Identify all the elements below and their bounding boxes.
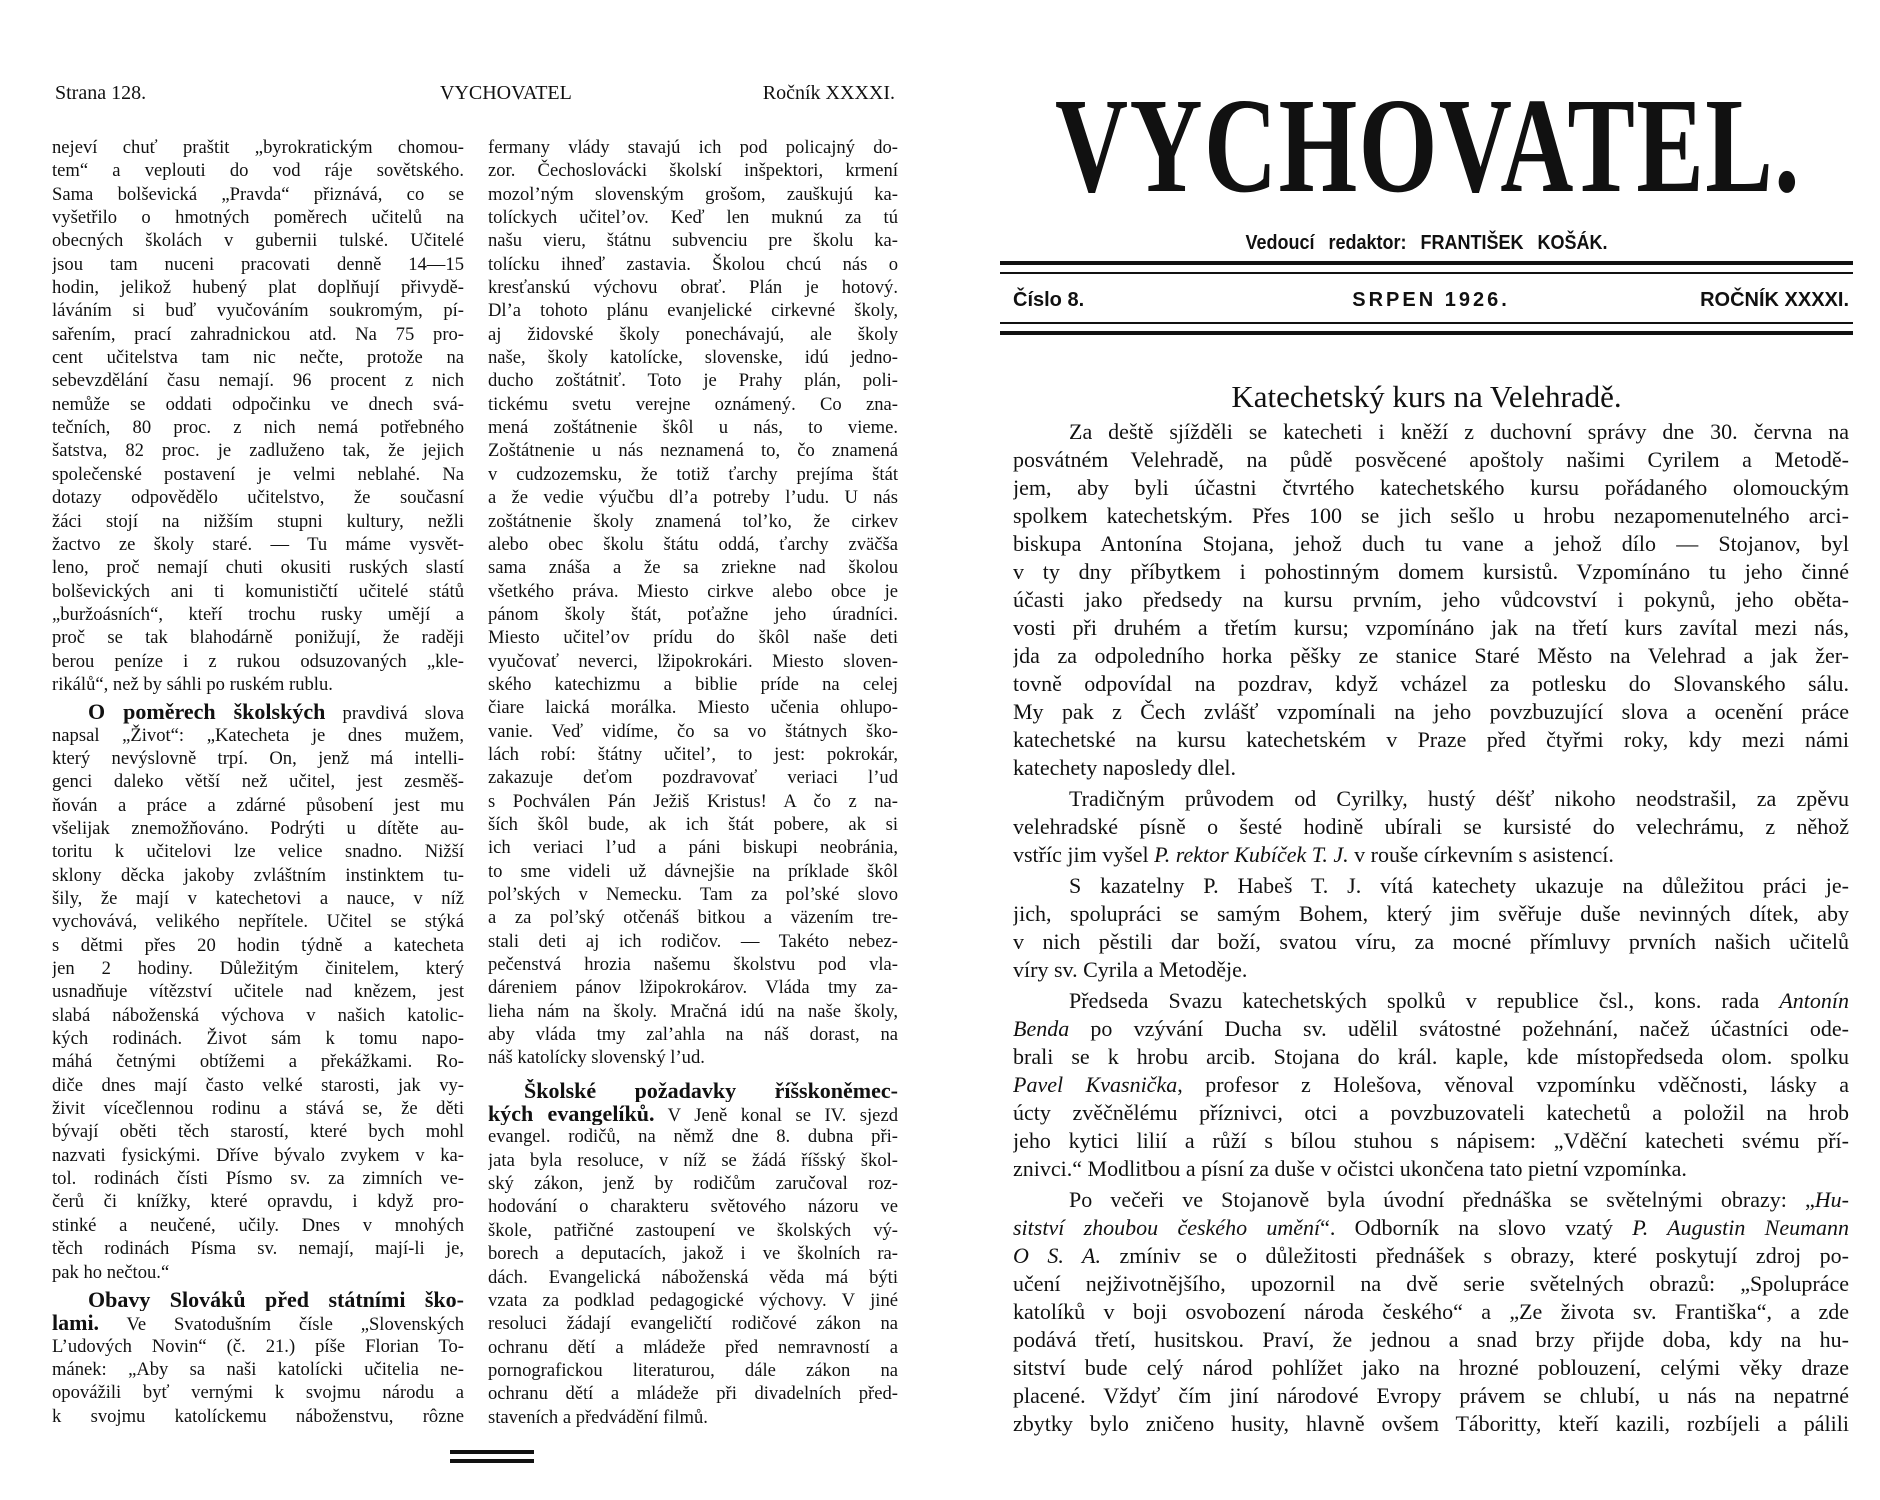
paragraph	[1013, 785, 1849, 869]
text-line: ochranu dětí a mládeže před nemravností a	[488, 1336, 898, 1358]
text-line	[1013, 1015, 1849, 1043]
rule-thick	[1000, 261, 1853, 265]
text-line: jem, aby byli účastni čtvrtého katechetského kursu pořádaného olomouckým	[1013, 475, 1849, 500]
rule-thick	[1000, 331, 1853, 335]
text-line: tol. rodinách čísti Písmo sv. za zimních ve-	[52, 1168, 464, 1190]
text-line: pak ho nečtou.“	[52, 1261, 170, 1283]
text-line: společenské postavení je velmi neblahé. Na	[52, 463, 464, 485]
text-line	[52, 1288, 464, 1311]
italic-text: P. rektor Kubíček T. J.	[1154, 842, 1349, 867]
text-line: bolševických ani ti komunističtí učitelé států	[52, 580, 464, 602]
text-line	[1013, 1214, 1849, 1242]
text-line: biskupa Antonína Stojana, jehož duch tu vane a jehož dílo — Stojanov, byl	[1013, 531, 1849, 556]
text-line: kresťanskú výchovu obrať. Plán je hotový.	[488, 277, 898, 299]
text-line: sařením, prací zahradnickou atd. Na 75 pro-	[52, 323, 464, 345]
text-line	[488, 1102, 898, 1125]
text-line: jsou tam nuceni pracovati denně 14—15	[52, 253, 464, 275]
text-line: Tradičným průvodem od Cyrilky, hustý déšť nikoho neodstrašil, za zpěvu	[1069, 786, 1849, 811]
text-line: zoštátnenie školy znamená tol’ko, že cirkev	[488, 510, 898, 532]
text-line: resoluci žádají evangeličtí rodičové zákon na	[488, 1313, 898, 1335]
text-line: aj židovské školy ponechávajú, ale školy	[488, 323, 898, 345]
text-line: těch rodinách Písma sv. nemají, mají-li je,	[52, 1238, 464, 1260]
text-line: lieha nám na školy. Mračná idú na naše školy,	[488, 1000, 898, 1022]
text-line: tečních, 80 proc. z nich nemá potřebného	[52, 417, 464, 439]
text-line: v nich pěstili dar boží, svatou víru, za mocné přímluvy prvních našich učitelů	[1013, 929, 1849, 954]
text-run: pravdivá slova	[325, 703, 464, 724]
text-line: naše, školy katolícke, slovenske, idú jedno-	[488, 347, 898, 369]
page-number: Strana 128.	[55, 82, 147, 104]
italic-text: Antonín	[1779, 988, 1849, 1013]
text-line	[52, 1311, 464, 1334]
text-line: mánek: „Aby sa naši katolícki učitelia ne-	[52, 1358, 464, 1380]
text-line: mozol’ným slovenským grošom, zauškujú ka-	[488, 183, 898, 205]
text-line: náš katolícky slovenský l’ud.	[488, 1047, 705, 1069]
text-line: v ty dny příbytkem i pohostinným domem kursistů. Vzpomínáno tu jeho činné	[1013, 559, 1849, 584]
text-line: dáreniem pánov lžipokrokárov. Vláda tmy za-	[488, 977, 898, 999]
text-run: vstříc jim vyšel	[1013, 842, 1155, 867]
text-line: ducho zoštátniť. Toto je Prahy plán, poli-	[488, 370, 898, 392]
text-line: šily, že mají v katechetovi a nauce, v níž	[52, 888, 464, 909]
italic-text: Benda	[1013, 1016, 1070, 1041]
text-line: dách. Evangelická náboženská věda má býti	[488, 1266, 898, 1288]
text-line: všelijak znemožňováno. Podrýti u dítěte au-	[52, 817, 464, 839]
text-run: “. Odborník na slovo vzatý	[1320, 1215, 1633, 1240]
paragraph	[1013, 987, 1849, 1183]
text-line: láváním si buď vyučováním soukromým, pí-	[52, 300, 464, 322]
article-body	[1013, 418, 1849, 1438]
text-line: ších škôl bude, ak ich štát pobere, ak si	[488, 813, 898, 835]
text-line: jeho kytici lilií a růží s bílou stuhou s nápisem: „Vděční katecheti svému pří-	[1013, 1128, 1849, 1153]
text-line: proč se tak blahodárně ponižují, že raději	[52, 627, 464, 649]
text-run: Ve Svatodušním čísle „Slovenských	[99, 1314, 464, 1335]
text-line: to sme videli už dávnejšie na príklade škôl	[488, 860, 898, 882]
text-line	[1013, 1071, 1849, 1099]
text-line: vyučovať neverci, lžipokrokári. Miesto sloven-	[488, 650, 898, 672]
italic-text: Hu-	[1814, 1187, 1849, 1212]
text-line: usnadňuje vítězství učitele nad knězem, jest	[52, 981, 464, 1003]
text-line: evangel. rodičů, na němž dne 8. dubna při-	[488, 1126, 898, 1148]
text-line: lách robí: štátny učitel’, to jest: pokrokár,	[488, 743, 898, 765]
text-line: tem“ a veplouti do vod ráje sovětského.	[52, 160, 464, 182]
text-line: diče dnes mají často velké starosti, jak vy-	[52, 1074, 464, 1096]
text-line: kých rodinách. Život sám k tomu napo-	[52, 1028, 464, 1050]
text-run: zmíniv se o důležitosti přednášek s obrazy, které poskytují zdroj po-	[1101, 1243, 1849, 1268]
text-line: vyšetřilo o hmotných poměrech učitelů na	[52, 207, 464, 229]
text-line: vosti při druhém a třetím kursu; vzpomínáno jak na třetí kurs zavítal mezi nás,	[1013, 615, 1849, 640]
text-line: tickému svetu verejne oznámený. Co zna-	[488, 393, 898, 415]
text-line: vychovává, velikého nepřítele. Učitel se stýká	[52, 911, 464, 933]
heading-text: O poměrech školských	[88, 700, 326, 724]
text-line: jen 2 hodiny. Důležitým činitelem, který	[52, 958, 464, 980]
text-line: úcty zvěčnělému příznivci, otci a povzbuzovateli katechetů a položil na hrob	[1013, 1100, 1849, 1125]
paragraph	[488, 1079, 898, 1429]
paragraph	[1013, 872, 1849, 984]
text-line: živit vícečlennou rodinu a stává se, že děti	[52, 1098, 464, 1120]
text-line: účasti jako předsedy na kursu prvním, jeho vůdcovství i pokynů, jeho oběta-	[1013, 587, 1849, 612]
text-line: pol’ských v Nemecku. Tam za pol’ské slovo	[488, 884, 898, 905]
heading-text: lami.	[52, 1311, 100, 1335]
text-line: žactvo ze školy staré. — Tu máme vysvět-	[52, 533, 464, 555]
text-run: Po večeři ve Stojanově byla úvodní přednáška se světelnými obrazy: „	[1069, 1187, 1815, 1212]
text-line: nejeví chuť praštit „byrokratickým chomou-	[52, 137, 464, 158]
running-volume: Ročník XXXXI.	[762, 82, 895, 104]
text-line: čerů či knížky, které opravdu, i když pro-	[52, 1191, 464, 1213]
text-line: šatstva, 82 proc. je zadluženo tak, že jejich	[52, 440, 464, 462]
text-line: sklony děcka jakoby zvláštním instinktem tu-	[52, 864, 464, 886]
middle-column	[488, 136, 898, 1429]
text-line: spolkem katechetským. Přes 100 se jich sešlo u hrobu nezapomenutelného arci-	[1013, 503, 1849, 528]
text-line: učení nejživotnějšího, upozornil na dvě serie světelných obrazů: „Spolupráce	[1013, 1271, 1849, 1296]
text-run: V Jeně konal se IV. sjezd	[654, 1105, 898, 1126]
text-line: který nevýslovně trpí. On, jenž má intelli-	[52, 747, 464, 769]
text-line: nemůže se oddati odpočinku ve dnech svá-	[52, 393, 464, 415]
issue-number: Číslo 8.	[1013, 289, 1085, 311]
text-line: borech a deputacích, jakož i ve školních ra-	[488, 1243, 898, 1265]
heading-text: Školské požadavky říšskoněmec-	[524, 1078, 898, 1103]
text-line: ochranu dětí a mládeže při divadelních před-	[488, 1383, 898, 1405]
text-run: v rouše církevním s asistencí.	[1348, 842, 1614, 867]
text-line	[52, 700, 464, 723]
text-line	[488, 1079, 898, 1102]
text-line: tolíckych učitel’ov. Keď len muknú za tú	[488, 207, 898, 229]
rule-thin	[1000, 322, 1853, 324]
masthead-logo: VYCHOVATEL.	[1055, 71, 1801, 221]
end-rule-bottom	[450, 1459, 534, 1463]
text-line: Miesto učitel’ov prídu do škôl naše deti	[488, 627, 898, 649]
text-line: stali deti aj ich rodičov. — Takéto nebez-	[488, 930, 898, 952]
text-line: a za pol’ský otčenáš bitkou a väzením tre-	[488, 907, 898, 929]
rule-thin	[1000, 272, 1853, 274]
italic-text: O S. A.	[1013, 1243, 1101, 1268]
text-line: stinké a neučené, učily. Dnes v mnohých	[52, 1214, 464, 1236]
text-line: slabá náboženská výchova v našich katolic-	[52, 1004, 464, 1026]
text-line: bývají oběti těch starostí, které bych mohl	[52, 1121, 464, 1143]
text-line: L’udových Novin“ (č. 21.) píše Florian To-	[52, 1335, 464, 1357]
issue-date: SRPEN 1926.	[1352, 289, 1510, 311]
italic-text: Pavel Kvasnička	[1013, 1072, 1178, 1097]
text-line: hodování o charakteru světového názoru ve	[488, 1196, 898, 1218]
issue-volume: ROČNÍK XXXXI.	[1700, 289, 1849, 311]
text-line: ich veriaci l’ud a páni biskupi neobránia,	[488, 837, 898, 859]
text-line: rikálů“, než by sáhli po ruském rublu.	[52, 673, 333, 695]
heading-text: kých evangelíků.	[488, 1102, 655, 1126]
text-line: a že vedie výučbu dl’a potreby l’udu. U nás	[488, 487, 898, 509]
text-line: pečenstvá hrozia našemu školstvu pod vla-	[488, 954, 898, 976]
heading-text: Obavy Slováků před státními ško-	[88, 1287, 464, 1312]
paragraph	[52, 136, 464, 696]
text-line: staveních a předvádění filmů.	[488, 1406, 708, 1428]
text-line: cent učitelstva tam nic nečte, protože na	[52, 347, 464, 369]
text-line: brali se k hrobu arcib. Stojana do král. kaple, kde místopředseda olom. spolku	[1013, 1044, 1849, 1069]
text-line: Zoštátnenie u nás neznamená to, čo znamená	[488, 440, 898, 462]
left-column	[52, 136, 464, 1428]
text-line: vanie. Veď vidíme, čo sa vo štátnych ško-	[488, 720, 898, 742]
paragraph	[488, 136, 898, 1070]
text-line: dotazy odpovědělo učitelstvo, že současní	[52, 487, 464, 509]
text-line: víry sv. Cyrila a Metoděje.	[1013, 957, 1248, 982]
text-line: katechety naposledy dlel.	[1013, 755, 1236, 780]
text-line: aby vláda tmy zal’ahla na náš dorast, na	[488, 1024, 898, 1046]
paragraph	[1013, 418, 1849, 782]
text-line: pánom školy štát, poťažne jeho úradníci.	[488, 603, 898, 625]
text-line	[1013, 987, 1849, 1015]
text-line: znivci.“ Modlitbou a písní za duše v očistci ukončena tato pietní vzpomínka.	[1013, 1156, 1687, 1181]
paragraph	[52, 700, 464, 1284]
italic-text: sitství zhoubou českého umění	[1013, 1215, 1321, 1240]
text-line: jda za odpoledního horka pěšky ze stanice Staré Město na Velehrad a jak žer-	[1013, 643, 1849, 668]
text-line: fermany vlády stavajú ich pod policajný do-	[488, 137, 898, 158]
text-line: jata byla resoluce, v níž se žádá říšský škol-	[488, 1149, 898, 1171]
text-line: leno, proč nemají chuti okusiti ruských slastí	[52, 557, 464, 579]
text-line: sama znáša a že sa zriekne nad školou	[488, 557, 898, 579]
text-line: zbytky bylo zničeno husity, hlavně ovšem Táboritty, kteří kazili, rozbíjeli a pálili	[1013, 1411, 1849, 1436]
text-line: ňován a práce a zdárné působení jest mu	[52, 794, 464, 816]
text-line: vzata za podklad pedagogické výchovy. V jiné	[488, 1289, 898, 1311]
text-line: zakazuje deťom pozdravovať veriaci l’ud	[488, 767, 898, 789]
editor-line: Vedoucí redaktor: FRANTIŠEK KOŠÁK.	[1245, 232, 1608, 254]
text-line: opovážili byť vernými k svojmu národu a	[52, 1382, 464, 1404]
text-line: napsal „Život“: „Katecheta je dnes mužem,	[52, 724, 464, 746]
text-line: máhá četnými obtížemi a překážkami. Ro-	[52, 1051, 464, 1073]
text-run: , profesor z Holešova, věnoval vzpomínku vděčnosti, lásky a	[1177, 1072, 1849, 1097]
text-line: toritu k učitelovi lze velice snadno. Nižší	[52, 841, 464, 863]
text-line: My pak z Čech zvlášť vzpomínali na jeho povzbuzující slova a ocenění práce	[1013, 699, 1849, 724]
text-line: Za deště sjížděli se katecheti i kněží z duchovní správy dne 30. června na	[1069, 419, 1849, 444]
paragraph	[52, 1288, 464, 1428]
text-line	[1013, 841, 1849, 869]
text-line: berou peníze i z rukou odsuzovaných „kle-	[52, 650, 464, 672]
text-line: nazvati fysickými. Dříve bývalo zvykem v ka-	[52, 1144, 464, 1166]
text-line: podává třetí, husitskou. Praví, že jednou a snad brzy přijde doba, kdy na hu-	[1013, 1327, 1849, 1352]
text-line: našu vieru, štátnu subvenciu pre školu ka-	[488, 230, 898, 252]
text-line: placené. Vždyť čím jiní národové Evropy právem se chlubí, u nás na nepatrné	[1013, 1383, 1849, 1408]
text-line: žáci stojí na nižším stupni kultury, nežli	[52, 510, 464, 532]
text-line: katolíků v boji osvobození národa českého“ a „Ze života sv. Františka“, a zde	[1013, 1299, 1849, 1324]
text-line: k svojmu katolíckemu náboženstvu, rôzne	[52, 1405, 464, 1427]
text-line: mená zoštátnenie škôl u nás, to vieme.	[488, 417, 898, 439]
text-line: obecných školách v gubernii tulské. Učitelé	[52, 230, 464, 252]
running-title: VYCHOVATEL	[440, 82, 572, 104]
text-line: ského katechizmu a biblie príde na celej	[488, 673, 898, 695]
end-rule-top	[450, 1450, 534, 1454]
text-line: alebo obec školu štátu oddá, ťarchy zväčša	[488, 533, 898, 555]
text-line: s dětmi přes 20 hodin týdně a katecheta	[52, 934, 464, 956]
italic-text: P. Augustin Neumann	[1632, 1215, 1849, 1240]
issue-row	[1013, 289, 1849, 315]
text-line: pornografickou literaturou, dále zákon na	[488, 1359, 898, 1381]
text-line: S kazatelny P. Habeš T. J. vítá katechety ukazuje na důležitou práci je-	[1069, 873, 1849, 898]
text-line: velehradské písně o šesté hodině ubírali se kursisté do velechrámu, z něhož	[1013, 814, 1849, 839]
text-run: po vzývání Ducha sv. udělil svátostné požehnání, načež účastníci ode-	[1069, 1016, 1849, 1041]
text-line: genci daleko větší než učitel, jest zesměš-	[52, 771, 464, 793]
text-line: posvátném Velehradě, na půdě posvěcené apoštoly našimi Cyrilem a Metodě-	[1013, 447, 1849, 472]
paragraph	[1013, 1186, 1849, 1438]
text-line: jich, spolupráci se samým Bohem, který jim svěřuje duše nevinných dítek, aby	[1013, 901, 1849, 926]
text-line: s Pochválen Pán Ježiš Kristus! A čo z na-	[488, 790, 898, 812]
text-line: v cudzozemsku, že totiž ťarchy prejíma štát	[488, 463, 898, 485]
text-line: Sama bolševická „Pravda“ přiznává, co se	[52, 183, 464, 205]
text-line: škole, patřičné zastoupení ve školských vý-	[488, 1219, 898, 1241]
text-line: hodin, jelikož hubený plat doplňují přivydě-	[52, 277, 464, 299]
text-line: tolícku ihneď zastavia. Školou chcú nás o	[488, 253, 898, 275]
text-line	[1013, 1242, 1849, 1270]
text-line: katechetské na kursu katechetském v Praze před čtyřmi roky, kdy mezi námi	[1013, 727, 1849, 752]
text-line	[1013, 1186, 1849, 1214]
text-line: zor. Čechoslovácki školskí inšpektori, krmení	[488, 160, 898, 182]
text-line: ský zákon, jenž by rodičům zaručoval roz-	[488, 1173, 898, 1195]
text-line: tovně odpovídal na pozdrav, když vcházel za potlesku do Slovanského sálu.	[1013, 671, 1849, 696]
masthead	[1055, 71, 1801, 221]
text-line: sebevzdělání času nemají. 96 procent z nich	[52, 370, 464, 392]
text-line: „buržoásních“, kteří trochu rusky umějí a	[52, 603, 464, 625]
text-line: sitství bude celý národ pohlížet jako na hrozné poblouzení, celými věky draze	[1013, 1355, 1849, 1380]
text-line: čiare laická morálka. Miesto učenia ohlupo-	[488, 697, 898, 719]
text-run: Předseda Svazu katechetských spolků v republice čsl., kons. rada	[1069, 988, 1780, 1013]
text-line: všetkého práva. Miesto cirkve alebo obce je	[488, 580, 898, 602]
article-title: Katechetský kurs na Velehradě.	[1231, 379, 1622, 414]
text-line: Dl’a tohoto plánu evanjelické cirkevné školy,	[488, 300, 898, 322]
